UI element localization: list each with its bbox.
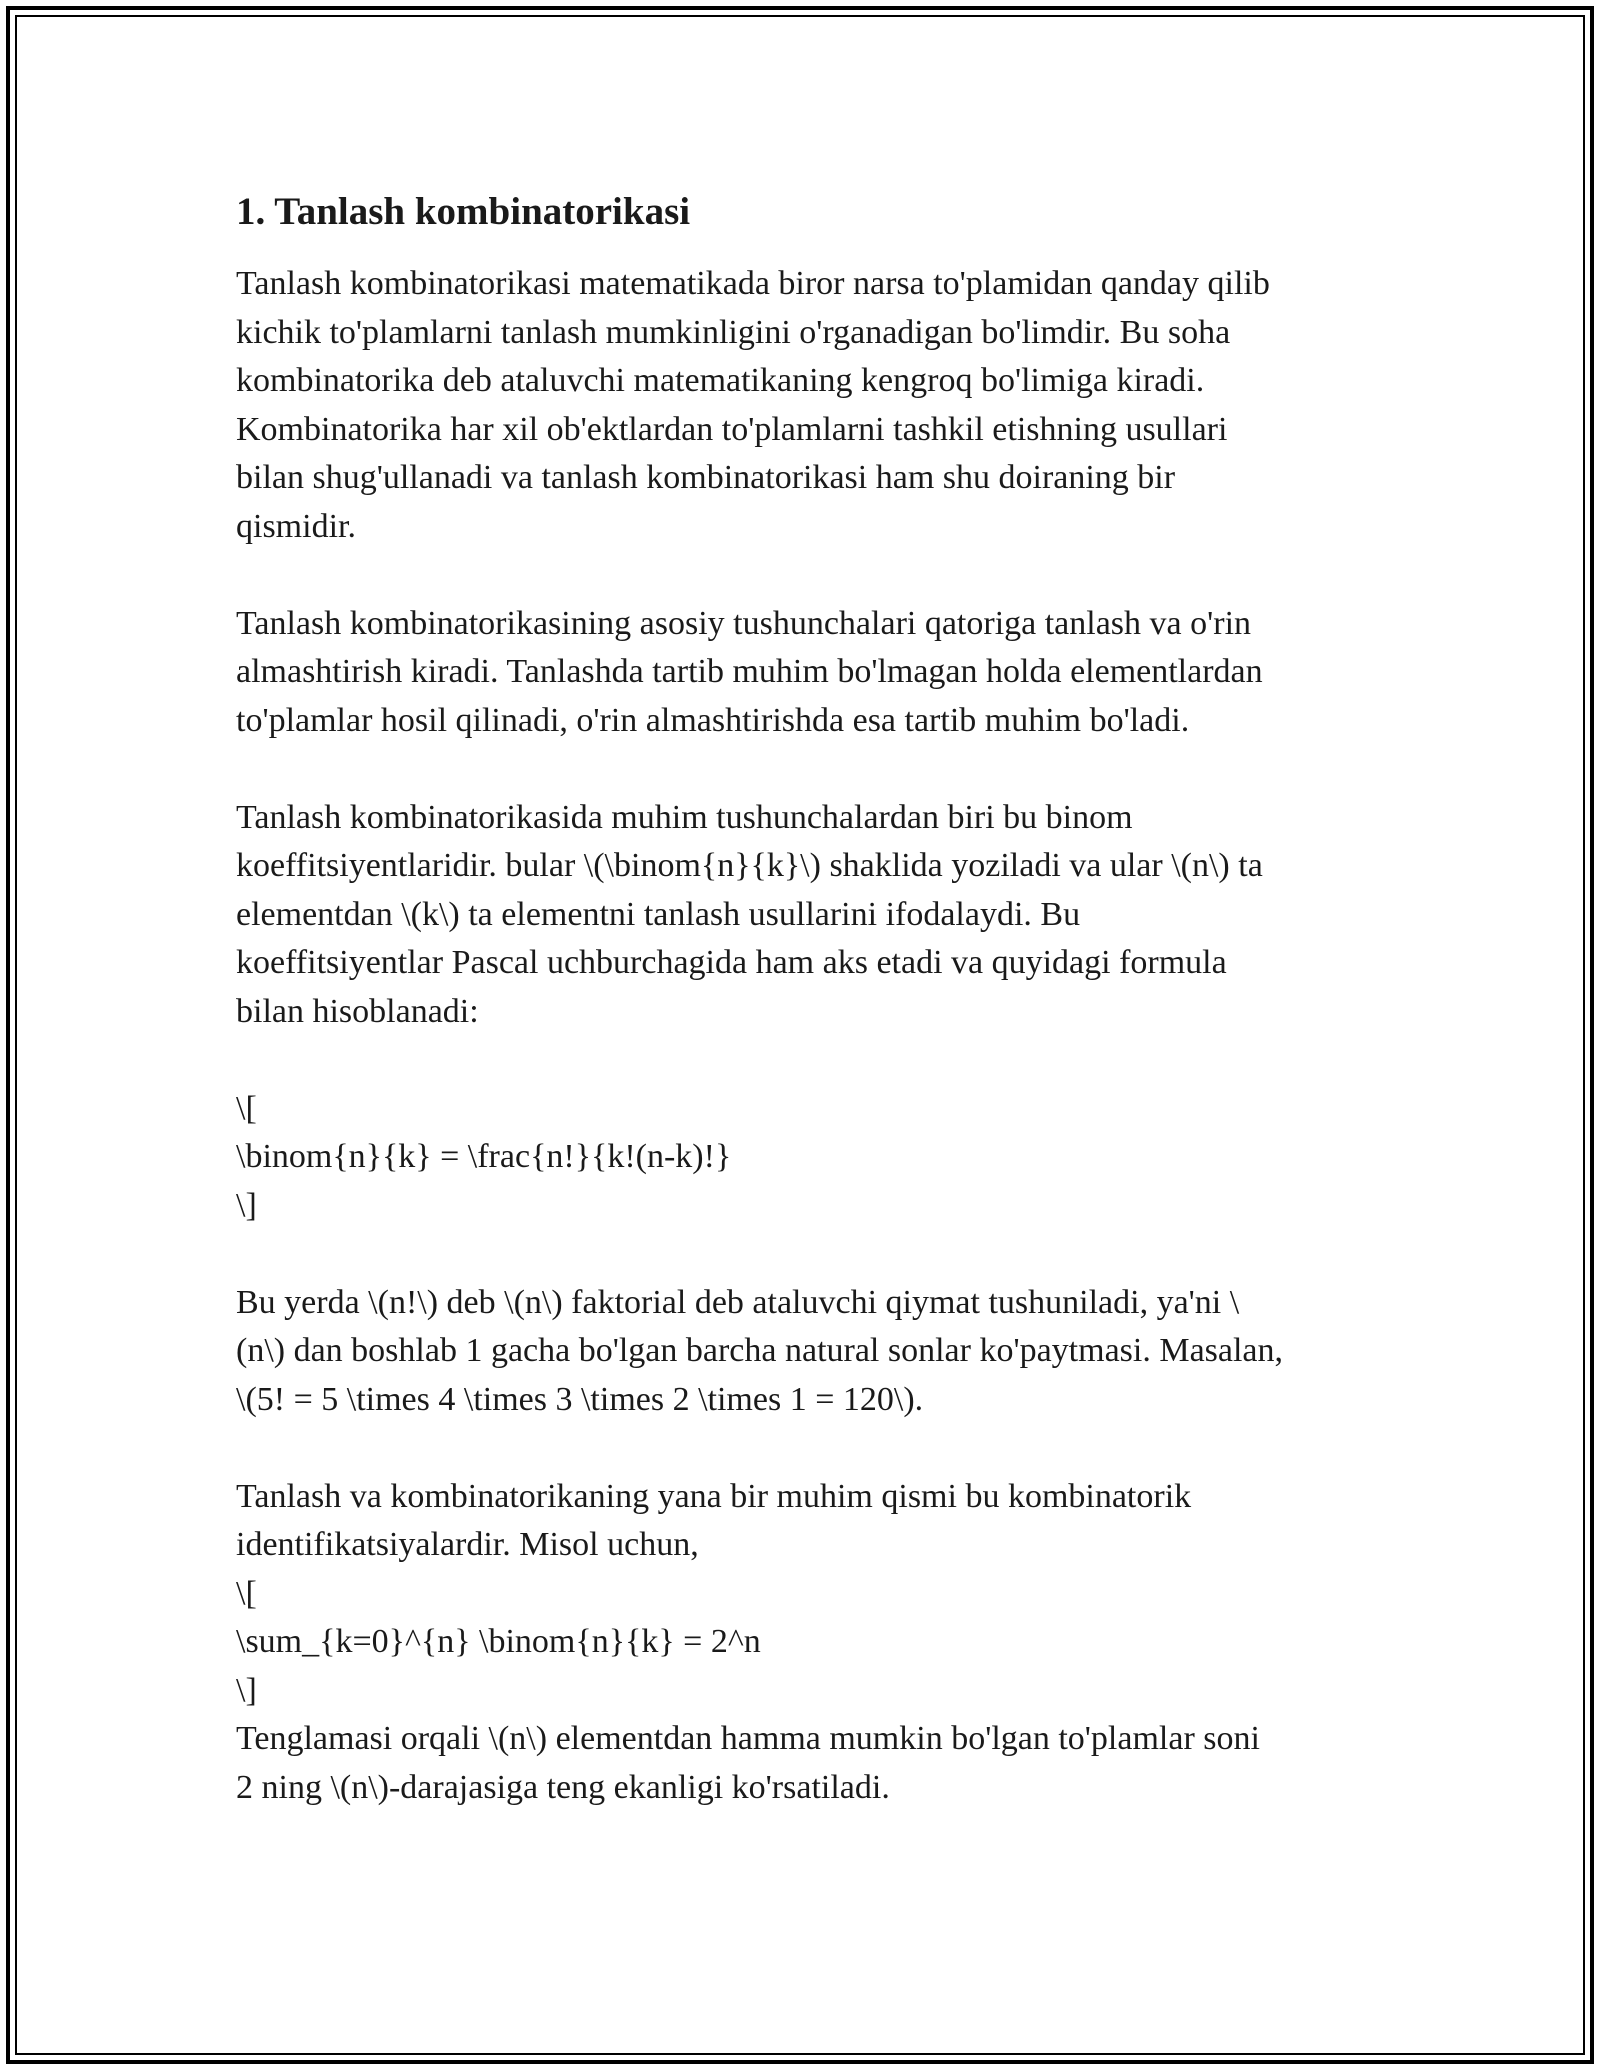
paragraph-identities [236,1473,1376,1813]
paragraph-gap [236,1424,1376,1473]
paragraph-binomial [236,794,1376,1037]
paragraph-concepts [236,600,1376,746]
text-line: Kombinatorika har xil ob'ektlardan to'plamlarni tashkil etishning usullari [236,410,1228,448]
text-line: to'plamlar hosil qilinadi, o'rin almashtirishda esa tartib muhim bo'ladi. [236,701,1190,739]
text-line: kichik to'plamlarni tanlash mumkinligini o'rganadigan bo'limdir. Bu soha [236,313,1231,351]
text-line: bilan shug'ullanadi va tanlash kombinatorikasi ham shu doiraning bir [236,459,1176,496]
formula-line: \sum_{k=0}^{n} \binom{n}{k} = 2^n [236,1623,761,1660]
paragraph-gap [236,551,1376,600]
formula-line: \[ [236,1089,257,1127]
text-line: Tanlash va kombinatorikaning yana bir muhim qismi bu kombinatorik [236,1477,1192,1515]
text-line: (n\) dan boshlab 1 gacha bo'lgan barcha natural sonlar ko'paytmasi. Masalan, [236,1332,1284,1369]
text-line: elementdan \(k\) ta elementni tanlash usullarini ifodalaydi. Bu [236,895,1081,933]
paragraph-intro [236,260,1376,551]
formula-line: \binom{n}{k} = \frac{n!}{k!(n-k)!} [236,1138,732,1175]
formula-line: \] [236,1671,257,1709]
paragraph-gap [236,745,1376,794]
document-body [236,186,1376,1812]
text-line: qismidir. [236,507,356,545]
text-line: Tanlash kombinatorikasi matematikada biror narsa to'plamidan qanday qilib [236,265,1270,302]
text-line: Bu yerda \(n!\) deb \(n\) faktorial deb ataluvchi qiymat tushuniladi, ya'ni \ [236,1283,1240,1321]
text-line: Tenglamasi orqali \(n\) elementdan hamma mumkin bo'lgan to'plamlar soni [236,1720,1260,1757]
text-line: 2 ning \(n\)-darajasiga teng ekanligi ko'rsatiladi. [236,1768,890,1806]
text-line: Tanlash kombinatorikasining asosiy tushunchalari qatoriga tanlash va o'rin [236,604,1252,642]
paragraph-gap [236,1230,1376,1279]
formula-line: \[ [236,1574,257,1612]
text-line: koeffitsiyentlar Pascal uchburchagida ham aks etadi va quyidagi formula [236,944,1227,981]
text-line: bilan hisoblanadi: [236,992,479,1030]
formula-binomial [236,1085,1376,1231]
text-line: almashtirish kiradi. Tanlashda tartib muhim bo'lmagan holda elementlardan [236,653,1263,690]
paragraph-gap [236,1036,1376,1085]
text-line: koeffitsiyentlaridir. bular \(\binom{n}{k}\) shaklida yoziladi va ular \(n\) ta [236,847,1263,884]
text-line: kombinatorika deb ataluvchi matematikaning kengroq bo'limiga kiradi. [236,362,1205,399]
section-title: 1. Tanlash kombinatorikasi [236,190,691,233]
paragraph-factorial [236,1279,1376,1425]
text-line: Tanlash kombinatorikasida muhim tushunchalardan biri bu binom [236,798,1133,836]
formula-line: \] [236,1186,257,1224]
text-line: identifikatsiyalardir. Misol uchun, [236,1526,699,1563]
text-line: \(5! = 5 \times 4 \times 3 \times 2 \times 1 = 120\). [236,1380,924,1418]
